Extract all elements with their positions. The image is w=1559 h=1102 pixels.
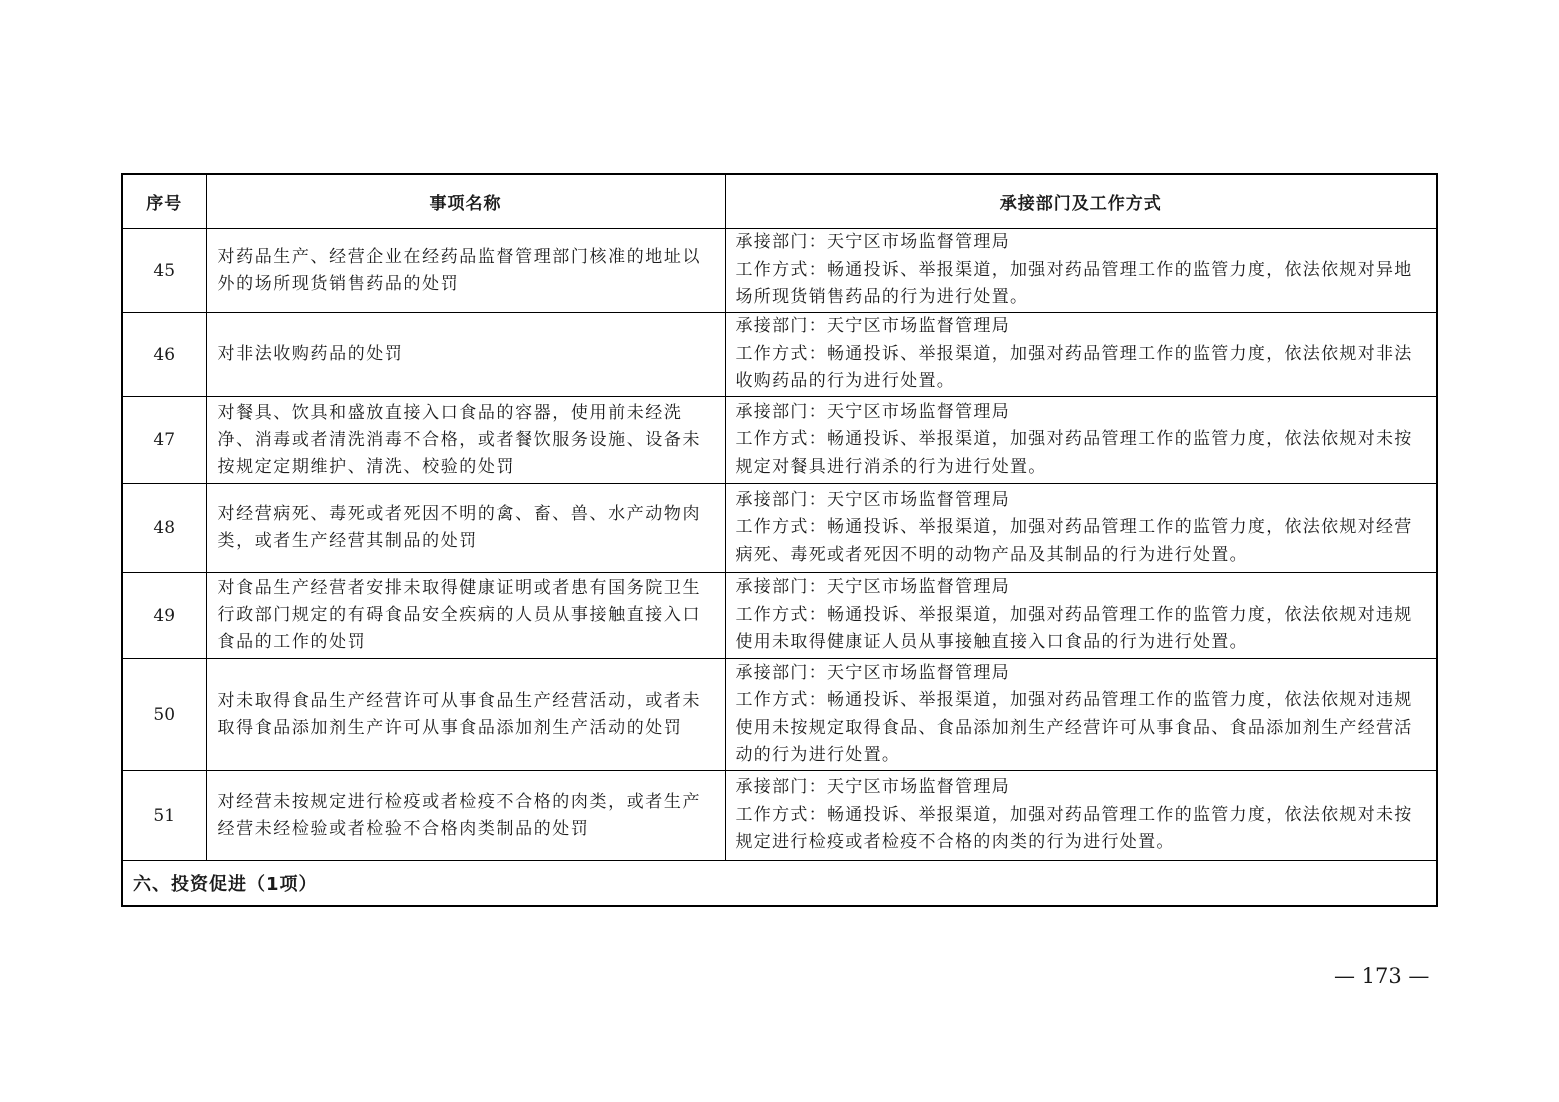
row-work-method: 工作方式：畅通投诉、举报渠道，加强对药品管理工作的监管力度，依法依规对非法收购药品的行为进行处置。 (735, 343, 1413, 392)
row-work-method: 工作方式：畅通投诉、举报渠道，加强对药品管理工作的监管力度，依法依规对异地场所现货销售药品的行为进行处置。 (735, 259, 1413, 308)
row-department: 承接部门：天宁区市场监督管理局 (735, 777, 1010, 798)
row-item-name: 对经营病死、毒死或者死因不明的禽、畜、兽、水产动物肉类，或者生产经营其制品的处罚 (206, 484, 725, 573)
row-serial-number: 51 (122, 771, 206, 861)
row-department-method (725, 484, 1437, 573)
table-row (122, 229, 1437, 313)
table-row (122, 484, 1437, 573)
row-item-name: 对非法收购药品的处罚 (206, 313, 725, 397)
row-serial-number: 50 (122, 659, 206, 771)
row-department-method (725, 397, 1437, 484)
row-department-method (725, 573, 1437, 659)
row-department: 承接部门：天宁区市场监督管理局 (735, 662, 1010, 683)
section-heading: 六、投资促进（1项） (122, 861, 1437, 907)
row-department: 承接部门：天宁区市场监督管理局 (735, 232, 1010, 253)
row-serial-number: 46 (122, 313, 206, 397)
row-item-name: 对餐具、饮具和盛放直接入口食品的容器，使用前未经洗净、消毒或者清洗消毒不合格，或者餐饮服务设施、设备未按规定定期维护、清洗、校验的处罚 (206, 397, 725, 484)
header-serial-number: 序号 (122, 174, 206, 229)
matters-table (121, 173, 1438, 907)
row-department: 承接部门：天宁区市场监督管理局 (735, 316, 1010, 337)
table-header-row (122, 174, 1437, 229)
header-item-name: 事项名称 (206, 174, 725, 229)
row-serial-number: 48 (122, 484, 206, 573)
row-work-method: 工作方式：畅通投诉、举报渠道，加强对药品管理工作的监管力度，依法依规对违规使用未按规定取得食品、食品添加剂生产经营许可从事食品、食品添加剂生产经营活动的行为进行处置。 (735, 690, 1413, 765)
row-work-method: 工作方式：畅通投诉、举报渠道，加强对药品管理工作的监管力度，依法依规对经营病死、毒死或者死因不明的动物产品及其制品的行为进行处置。 (735, 517, 1413, 565)
row-department-method (725, 313, 1437, 397)
row-department-method (725, 771, 1437, 861)
row-department-method (725, 659, 1437, 771)
row-department: 承接部门：天宁区市场监督管理局 (735, 489, 1010, 510)
table-row (122, 771, 1437, 861)
table-row (122, 659, 1437, 771)
row-department-method (725, 229, 1437, 313)
row-work-method: 工作方式：畅通投诉、举报渠道，加强对药品管理工作的监管力度，依法依规对违规使用未取得健康证人员从事接触直接入口食品的行为进行处置。 (735, 604, 1413, 653)
row-work-method: 工作方式：畅通投诉、举报渠道，加强对药品管理工作的监管力度，依法依规对未按规定对餐具进行消杀的行为进行处置。 (735, 429, 1413, 477)
row-serial-number: 45 (122, 229, 206, 313)
row-item-name: 对药品生产、经营企业在经药品监督管理部门核准的地址以外的场所现货销售药品的处罚 (206, 229, 725, 313)
header-department-method: 承接部门及工作方式 (725, 174, 1437, 229)
row-work-method: 工作方式：畅通投诉、举报渠道，加强对药品管理工作的监管力度，依法依规对未按规定进行检疫或者检疫不合格的肉类的行为进行处置。 (735, 804, 1413, 853)
row-serial-number: 49 (122, 573, 206, 659)
section-heading-row (122, 861, 1437, 907)
page-number: — 173 — (1334, 964, 1430, 988)
row-item-name: 对食品生产经营者安排未取得健康证明或者患有国务院卫生行政部门规定的有碍食品安全疾病的人员从事接触直接入口食品的工作的处罚 (206, 573, 725, 659)
table-row (122, 313, 1437, 397)
row-department: 承接部门：天宁区市场监督管理局 (735, 401, 1010, 422)
row-department: 承接部门：天宁区市场监督管理局 (735, 577, 1010, 598)
table-row (122, 397, 1437, 484)
row-serial-number: 47 (122, 397, 206, 484)
row-item-name: 对未取得食品生产经营许可从事食品生产经营活动，或者未取得食品添加剂生产许可从事食品添加剂生产活动的处罚 (206, 659, 725, 771)
row-item-name: 对经营未按规定进行检疫或者检疫不合格的肉类，或者生产经营未经检验或者检验不合格肉类制品的处罚 (206, 771, 725, 861)
table-row (122, 573, 1437, 659)
